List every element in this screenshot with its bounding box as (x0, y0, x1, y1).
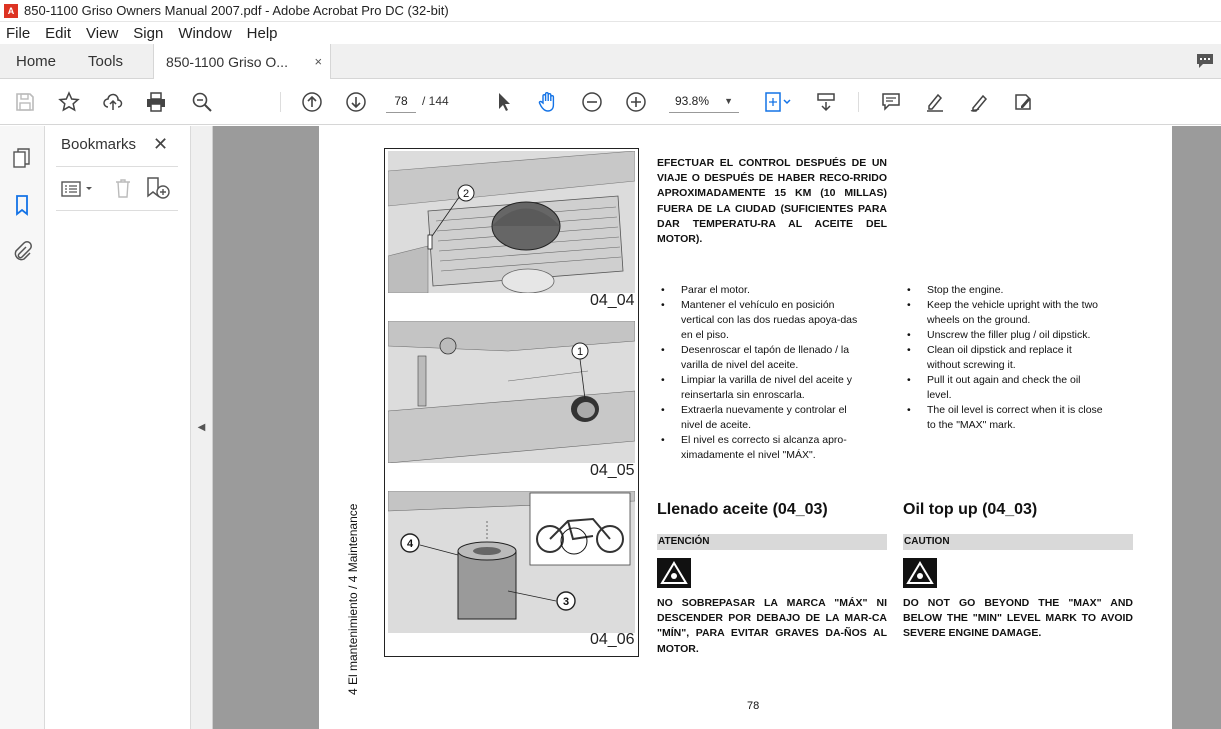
pdf-page (319, 126, 1172, 729)
bookmark-star-icon[interactable] (55, 88, 83, 116)
page-total: / 144 (422, 94, 449, 108)
page-thumbnails-icon[interactable] (10, 146, 34, 170)
page-number-footer: 78 (747, 700, 760, 712)
bookmark-options-icon[interactable] (61, 179, 97, 204)
list-item: • Keep the vehicle upright with the two wheels on the ground. (903, 298, 1103, 328)
upload-icon[interactable] (99, 88, 127, 116)
title-bar (0, 0, 1221, 22)
list-item: • Unscrew the filler plug / oil dipstick. (903, 328, 1103, 343)
fit-page-icon[interactable] (760, 88, 796, 116)
delete-bookmark-icon[interactable] (113, 177, 133, 204)
zoom-out-icon[interactable] (578, 88, 606, 116)
steps-list-en (903, 283, 1103, 433)
tab-tools[interactable]: Tools (88, 52, 124, 70)
menu-help[interactable]: Help (246, 24, 278, 42)
tab-bar (0, 44, 1221, 79)
bookmarks-title: Bookmarks (61, 136, 137, 153)
hand-tool-icon[interactable] (534, 88, 562, 116)
chevron-down-icon: ▼ (724, 96, 733, 106)
figure-04-04-image (388, 151, 635, 293)
bookmarks-panel-icon[interactable] (10, 193, 34, 217)
callout-2: 2 (462, 188, 470, 200)
print-icon[interactable] (142, 88, 170, 116)
list-item: • Stop the engine. (903, 283, 1103, 298)
figure-04-06-image (388, 491, 635, 633)
zoom-level-select[interactable] (669, 89, 739, 113)
warning-header-en: CAUTION (903, 534, 1133, 550)
comment-icon[interactable] (1189, 44, 1221, 78)
list-item: • Limpiar la varilla de nivel del aceite y reinsertarla sin enroscarla. (657, 373, 867, 403)
menu-window[interactable]: Window (178, 24, 232, 42)
collapse-panel-handle[interactable] (191, 126, 213, 729)
menu-bar (0, 22, 1221, 44)
figure-label-04-05: 04_05 (590, 462, 635, 479)
section-title-en: Oil top up (04_03) (903, 501, 1038, 518)
divider (56, 210, 178, 211)
pdf-icon: A (4, 4, 18, 18)
zoom-level-value: 93.8% (675, 94, 710, 108)
warning-header-es: ATENCIÓN (657, 534, 887, 550)
chevron-left-icon: ◀ (197, 422, 206, 433)
warning-text-en: DO NOT GO BEYOND THE "MAX" AND BELOW THE "MIN" LEVEL MARK TO AVOID SEVERE ENGINE DAMAGE. (903, 597, 1133, 640)
steps-list-es (657, 283, 867, 463)
menu-view[interactable]: View (86, 24, 119, 42)
warning-icon (657, 558, 691, 588)
side-section-text: 4 El mantenimiento / 4 Maintenance (346, 503, 360, 695)
callout-4: 4 (406, 538, 414, 550)
close-tab-icon[interactable]: × (314, 54, 323, 69)
tab-home[interactable]: Home (16, 52, 57, 70)
tab-document[interactable] (153, 44, 331, 79)
callout-1: 1 (576, 346, 584, 358)
scroll-mode-icon[interactable] (812, 88, 840, 116)
figure-label-04-06: 04_06 (590, 631, 635, 648)
left-rail (0, 126, 45, 729)
next-page-icon[interactable] (342, 88, 370, 116)
page-number-input[interactable]: 78 (386, 89, 416, 113)
highlight-icon[interactable] (921, 88, 949, 116)
close-panel-icon[interactable]: ✕ (153, 134, 169, 154)
find-zoom-icon[interactable] (188, 88, 216, 116)
draw-icon[interactable] (965, 88, 993, 116)
new-bookmark-icon[interactable] (145, 176, 171, 205)
bookmarks-panel (46, 126, 191, 729)
list-item: • Mantener el vehículo en posición vertical con las dos ruedas apoya-das en el piso. (657, 298, 867, 343)
document-viewer[interactable] (213, 126, 1221, 729)
comment-icon[interactable] (877, 88, 905, 116)
attachments-icon[interactable] (10, 239, 34, 263)
zoom-in-icon[interactable] (622, 88, 650, 116)
previous-page-icon[interactable] (298, 88, 326, 116)
figure-04-05-image (388, 321, 635, 463)
select-cursor-icon[interactable] (490, 88, 518, 116)
intro-text-es: EFECTUAR EL CONTROL DESPUÉS DE UN VIAJE O DESPUÉS DE HABER RECO-RRIDO APROXIMADAMENTE 15 KM (10 MILLAS) FUERA DE LA CIUDAD (SUFICIENTES PARA DAR TEMPERATU-RA AL ACEITE DEL MOTOR). (657, 157, 887, 246)
list-item: • The oil level is correct when it is close to the "MAX" mark. (903, 403, 1103, 433)
toolbar (0, 80, 1221, 125)
divider (56, 166, 178, 167)
list-item: • Clean oil dipstick and replace it without screwing it. (903, 343, 1103, 373)
section-title-es: Llenado aceite (04_03) (657, 501, 828, 518)
figures-frame (384, 148, 639, 657)
warning-text-es: NO SOBREPASAR LA MARCA "MÁX" NI DESCENDER POR DEBAJO DE LA MAR-CA "MÍN", PARA EVITAR GRAVES DA-ÑOS AL MOTOR. (657, 597, 887, 655)
menu-sign[interactable]: Sign (133, 24, 164, 42)
list-item: • Pull it out again and check the oil level. (903, 373, 1103, 403)
list-item: • El nivel es correcto si alcanza apro-ximadamente el nivel "MÁX". (657, 433, 867, 463)
list-item: • Desenroscar el tapón de llenado / la varilla de nivel del aceite. (657, 343, 867, 373)
list-item: • Parar el motor. (657, 283, 867, 298)
list-item: • Extraerla nuevamente y controlar el nivel de aceite. (657, 403, 867, 433)
figure-label-04-04: 04_04 (590, 292, 635, 309)
tab-document-label: 850-1100 Griso O... (166, 53, 288, 70)
callout-3: 3 (562, 596, 570, 608)
window-title: 850-1100 Griso Owners Manual 2007.pdf - Adobe Acrobat Pro DC (32-bit) (24, 3, 449, 18)
save-icon[interactable] (11, 88, 39, 116)
warning-icon (903, 558, 937, 588)
menu-edit[interactable]: Edit (45, 24, 72, 42)
menu-file[interactable]: File (6, 24, 31, 42)
fill-sign-icon[interactable] (1009, 88, 1037, 116)
